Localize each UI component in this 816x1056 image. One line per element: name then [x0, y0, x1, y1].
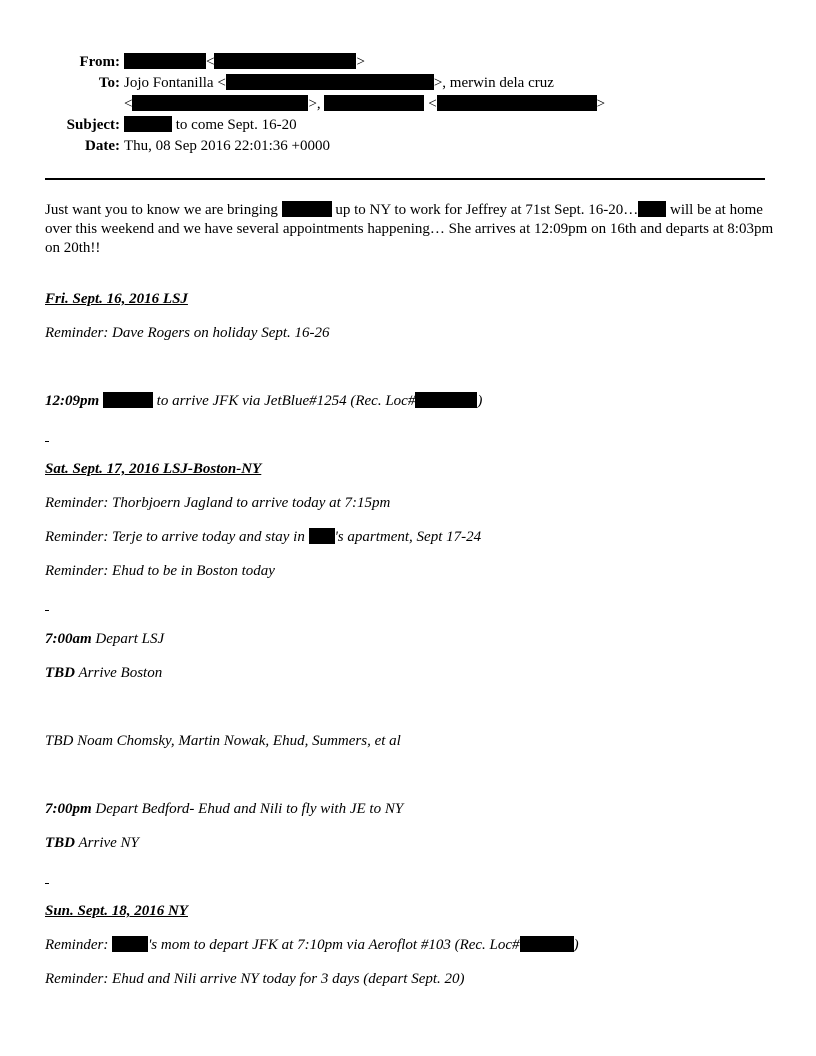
subject-text: to come Sept. 16-20	[175, 117, 297, 133]
email-header	[0, 52, 816, 157]
to-recipient-2: , merwin dela cruz	[442, 75, 554, 91]
sat-item-2-time: TBD	[45, 665, 75, 681]
redaction	[520, 936, 574, 952]
sat-item-1-time: 7:00am	[45, 631, 92, 647]
sat-meeting: TBD Noam Chomsky, Martin Nowak, Ehud, Summers, et al	[45, 733, 401, 749]
fri-reminder: Reminder: Dave Rogers on holiday Sept. 16-26	[45, 325, 330, 341]
to-value: Jojo Fontanilla < >, merwin dela cruz	[124, 75, 554, 91]
redaction	[309, 528, 335, 544]
redaction	[132, 95, 308, 111]
fri-time: 12:09pm	[45, 393, 100, 409]
intro-paragraph	[45, 201, 775, 258]
date-row	[0, 136, 816, 157]
blank-line-marker	[45, 610, 49, 611]
redaction	[437, 95, 597, 111]
date-value: Thu, 08 Sep 2016 22:01:36 +0000	[124, 138, 330, 154]
header-divider	[45, 178, 765, 180]
redaction	[226, 74, 434, 90]
sat-item-3	[45, 800, 403, 818]
intro-part-1: Just want you to know we are bringing	[45, 202, 278, 218]
intro-part-3: will be at home over this weekend and we have several appointments happening… She arrives at 12:09pm on 16th and departs at 8:03pm on 20th!!	[45, 202, 774, 256]
to-row-continued	[0, 94, 816, 115]
sat-reminder-2	[45, 528, 481, 546]
to-value-continued: < >, < >	[124, 96, 606, 112]
blank-line-marker	[45, 441, 49, 442]
to-row	[0, 73, 816, 94]
blank-line-marker	[45, 883, 49, 884]
subject-label: Subject:	[66, 117, 120, 133]
sun-reminder-1-part-2: 's mom to depart JFK at 7:10pm via Aeroflot #103 (Rec. Loc#	[148, 937, 520, 953]
sat-item-4-text: Arrive NY	[78, 835, 139, 851]
from-value: < >	[124, 52, 365, 73]
redaction	[103, 392, 153, 408]
paren-close: )	[477, 393, 483, 409]
sat-item-2-text: Arrive Boston	[78, 665, 163, 681]
sun-reminder-1-part-1: Reminder:	[45, 937, 109, 953]
redaction	[324, 95, 424, 111]
to-recipient-1: Jojo Fontanilla	[124, 75, 214, 91]
sat-reminder-1: Reminder: Thorbjoern Jagland to arrive today at 7:15pm	[45, 495, 391, 511]
intro-part-2: up to NY to work for Jeffrey at 71st Sept. 16-20…	[335, 202, 639, 218]
paren-close: )	[573, 937, 579, 953]
sat-item-4	[45, 834, 139, 852]
sat-reminder-2-part-1: Reminder: Terje to arrive today and stay in	[45, 529, 305, 545]
redaction	[214, 53, 356, 69]
redaction	[638, 201, 666, 217]
sat-heading: Sat. Sept. 17, 2016 LSJ-Boston-NY	[45, 461, 262, 477]
sun-reminder-1	[45, 936, 579, 954]
sun-heading: Sun. Sept. 18, 2016 NY	[45, 903, 188, 919]
sat-reminder-2-part-2: 's apartment, Sept 17-24	[334, 529, 482, 545]
redaction	[415, 392, 477, 408]
sat-item-3-time: 7:00pm	[45, 801, 92, 817]
sat-item-3-text: Depart Bedford- Ehud and Nili to fly with JE to NY	[95, 801, 404, 817]
from-row	[0, 52, 816, 73]
redaction	[124, 116, 172, 132]
fri-heading: Fri. Sept. 16, 2016 LSJ	[45, 291, 188, 307]
to-label: To:	[98, 75, 120, 91]
sat-item-1	[45, 630, 164, 648]
redaction	[112, 936, 148, 952]
fri-arrival	[45, 392, 482, 410]
sat-reminder-3: Reminder: Ehud to be in Boston today	[45, 563, 275, 579]
sun-reminder-2: Reminder: Ehud and Nili arrive NY today for 3 days (depart Sept. 20)	[45, 971, 465, 987]
sat-item-4-time: TBD	[45, 835, 75, 851]
subject-row	[0, 115, 816, 136]
subject-value	[124, 115, 297, 136]
redaction	[282, 201, 332, 217]
sat-item-2	[45, 664, 162, 682]
date-label: Date:	[85, 138, 120, 154]
from-label: From:	[79, 54, 120, 70]
redaction	[124, 53, 206, 69]
sat-item-1-text: Depart LSJ	[95, 631, 165, 647]
fri-arrival-text: to arrive JFK via JetBlue#1254 (Rec. Loc#	[156, 393, 416, 409]
